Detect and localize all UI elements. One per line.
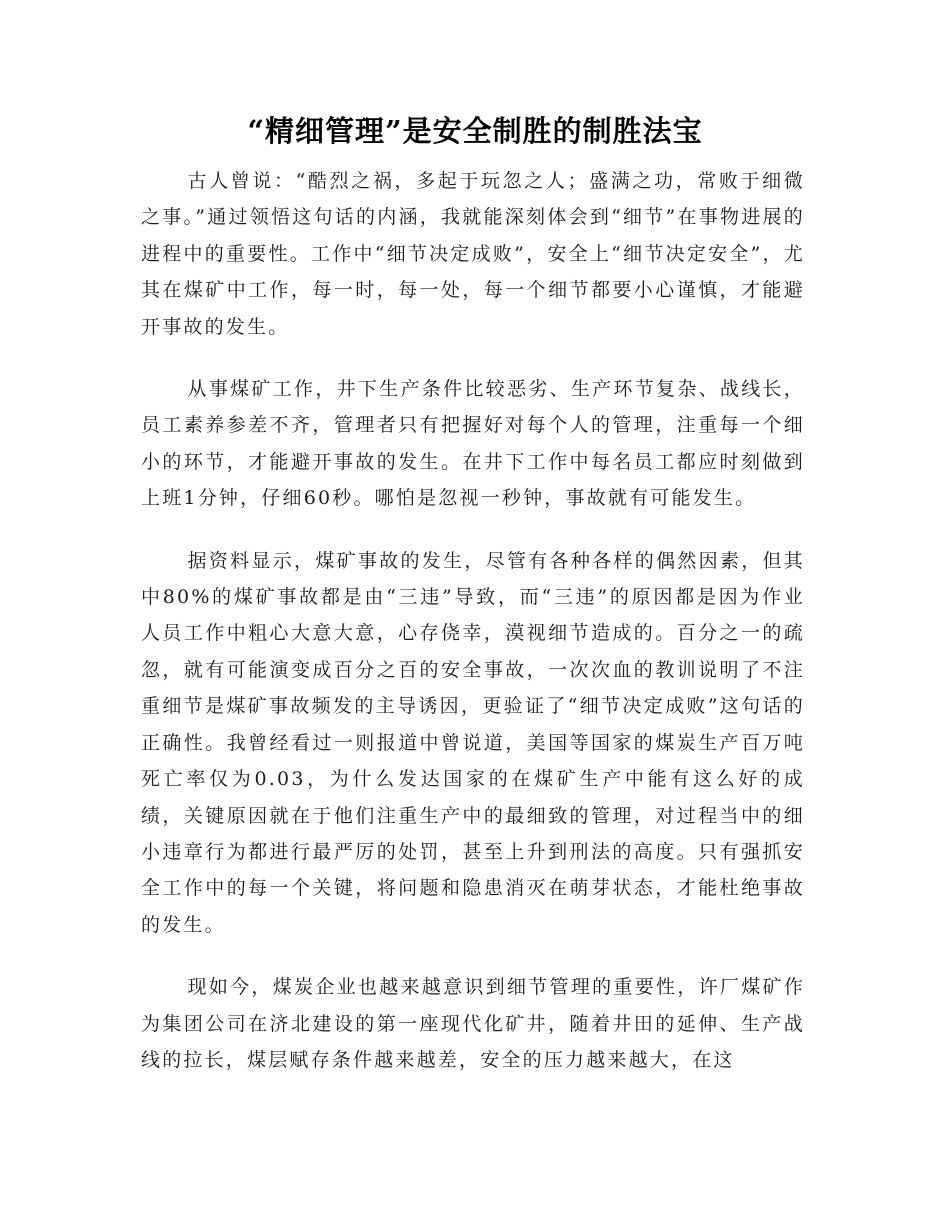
document-body — [141, 163, 805, 1104]
paragraph-1: 古人曾说：“酷烈之祸，多起于玩忽之人；盛满之功，常败于细微之事。”通过领悟这句话的内涵，我就能深刻体会到“细节”在事物进展的进程中的重要性。工作中“细节决定成败”，安全上“细节决定安全”，尤其在煤矿中工作，每一时，每一处，每一个细节都要小心谨慎，才能避开事故的发生。 — [141, 170, 805, 338]
paragraph-3: 据资料显示，煤矿事故的发生，尽管有各种各样的偶然因素，但其中80%的煤矿事故都是由“三违”导致，而“三违”的原因都是因为作业人员工作中粗心大意大意，心存侥幸，漠视细节造成的。百分之一的疏忽，就有可能演变成百分之百的安全事故，一次次血的教训说明了不注重细节是煤矿事故频发的主导诱因，更验证了“细节决定成败”这句话的正确性。我曾经看过一则报道中曾说道，美国等国家的煤炭生产百万吨死亡率仅为0.03，为什么发达国家的在煤矿生产中能有这么好的成绩，关键原因就在于他们注重生产中的最细致的管理，对过程当中的细小违章行为都进行最严厉的处罚，甚至上升到刑法的高度。只有强抓安全工作中的每一个关键，将问题和隐患消灭在萌芽状态，才能杜绝事故的发生。 — [141, 549, 805, 936]
document-title: “精细管理”是安全制胜的制胜法宝 — [247, 114, 703, 148]
paragraph-2: 从事煤矿工作，井下生产条件比较恶劣、生产环节复杂、战线长，员工素养参差不齐，管理者只有把握好对每个人的管理，注重每一个细小的环节，才能避开事故的发生。在井下工作中每名员工都应时刻做到上班1分钟，仔细60秒。哪怕是忽视一秒钟，事故就有可能发生。 — [141, 378, 805, 510]
paragraph-4: 现如今，煤炭企业也越来越意识到细节管理的重要性，许厂煤矿作为集团公司在济北建设的第一座现代化矿井，随着井田的延伸、生产战线的拉长，煤层赋存条件越来越差，安全的压力越来越大，在这 — [141, 976, 805, 1071]
